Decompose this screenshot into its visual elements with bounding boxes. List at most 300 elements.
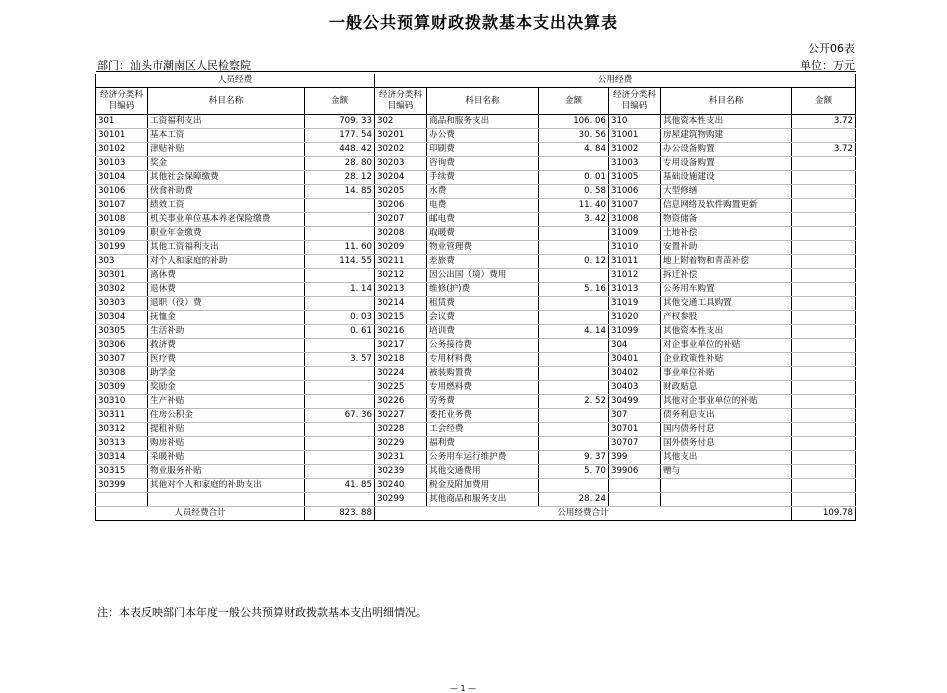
name-cell: 咨询费 (427, 157, 539, 171)
amount-cell (539, 409, 609, 423)
code-cell: 30101 (96, 129, 148, 143)
amount-cell: 0. 01 (539, 171, 609, 185)
code-header-3: 经济分类科目编码 (609, 88, 661, 115)
code-cell: 31008 (609, 213, 661, 227)
table-row (96, 241, 856, 255)
code-cell: 31001 (609, 129, 661, 143)
amount-cell: 30. 56 (539, 129, 609, 143)
amount-cell (792, 423, 856, 437)
name-cell: 公务用车运行维护费 (427, 451, 539, 465)
amount-cell: 5. 16 (539, 283, 609, 297)
code-cell: 31002 (609, 143, 661, 157)
amount-cell (305, 395, 375, 409)
table-row (96, 325, 856, 339)
name-cell: 采暖补贴 (148, 451, 305, 465)
amount-header-3: 金额 (792, 88, 856, 115)
amount-cell (539, 227, 609, 241)
code-cell: 30204 (375, 171, 427, 185)
name-cell: 奖金 (148, 157, 305, 171)
name-cell: 企业政策性补贴 (661, 353, 792, 367)
code-cell: 30307 (96, 353, 148, 367)
code-cell: 30207 (375, 213, 427, 227)
name-cell: 电费 (427, 199, 539, 213)
name-cell: 国外债务付息 (661, 437, 792, 451)
table-row (96, 479, 856, 493)
name-cell: 其他商品和服务支出 (427, 493, 539, 507)
code-cell: 31009 (609, 227, 661, 241)
amount-cell (305, 297, 375, 311)
amount-cell: 3. 42 (539, 213, 609, 227)
name-cell: 取暖费 (427, 227, 539, 241)
amount-cell (792, 367, 856, 381)
amount-cell (792, 297, 856, 311)
code-cell: 30229 (375, 437, 427, 451)
code-cell: 39906 (609, 465, 661, 479)
code-cell: 31012 (609, 269, 661, 283)
code-cell: 30403 (609, 381, 661, 395)
personnel-total-value: 823. 88 (305, 507, 375, 521)
amount-cell: 4. 84 (539, 143, 609, 157)
amount-cell (539, 353, 609, 367)
table-row (96, 227, 856, 241)
code-cell: 30102 (96, 143, 148, 157)
name-cell: 伙食补助费 (148, 185, 305, 199)
code-cell: 304 (609, 339, 661, 353)
name-cell: 税金及附加费用 (427, 479, 539, 493)
amount-cell: 0. 12 (539, 255, 609, 269)
code-cell: 30228 (375, 423, 427, 437)
name-cell: 地上附着物和青苗补偿 (661, 255, 792, 269)
amount-cell: 1. 14 (305, 283, 375, 297)
expenditure-table (95, 74, 856, 521)
code-cell: 30402 (609, 367, 661, 381)
code-cell: 30211 (375, 255, 427, 269)
code-cell: 30308 (96, 367, 148, 381)
amount-cell (539, 367, 609, 381)
amount-cell (539, 339, 609, 353)
name-cell: 住房公积金 (148, 409, 305, 423)
code-cell: 302 (375, 115, 427, 129)
amount-cell: 28. 12 (305, 171, 375, 185)
amount-cell: 0. 58 (539, 185, 609, 199)
code-cell: 30109 (96, 227, 148, 241)
name-cell: 其他社会保障缴费 (148, 171, 305, 185)
amount-cell (305, 367, 375, 381)
amount-cell (792, 283, 856, 297)
amount-cell (539, 437, 609, 451)
code-cell: 30209 (375, 241, 427, 255)
table-row (96, 311, 856, 325)
amount-cell: 9. 37 (539, 451, 609, 465)
amount-cell (539, 381, 609, 395)
table-row (96, 437, 856, 451)
amount-cell (792, 157, 856, 171)
code-cell: 30304 (96, 311, 148, 325)
code-cell: 31011 (609, 255, 661, 269)
amount-cell (792, 465, 856, 479)
name-cell: 其他对个人和家庭的补助支出 (148, 479, 305, 493)
amount-cell (792, 227, 856, 241)
name-cell: 其他资本性支出 (661, 115, 792, 129)
amount-cell: 709. 33 (305, 115, 375, 129)
name-cell: 物业服务补贴 (148, 465, 305, 479)
name-cell: 物业管理费 (427, 241, 539, 255)
table-row (96, 297, 856, 311)
amount-cell (305, 339, 375, 353)
table-row (96, 339, 856, 353)
amount-cell: 3. 57 (305, 353, 375, 367)
amount-cell (539, 479, 609, 493)
code-cell: 30225 (375, 381, 427, 395)
amount-cell (792, 241, 856, 255)
name-cell: 抚恤金 (148, 311, 305, 325)
amount-cell (305, 493, 375, 507)
amount-cell: 0. 03 (305, 311, 375, 325)
code-cell: 30305 (96, 325, 148, 339)
table-row (96, 465, 856, 479)
name-cell (148, 493, 305, 507)
name-cell: 职业年金缴费 (148, 227, 305, 241)
amount-cell (539, 297, 609, 311)
code-cell: 31007 (609, 199, 661, 213)
amount-cell (539, 241, 609, 255)
name-cell: 培训费 (427, 325, 539, 339)
name-cell: 安置补助 (661, 241, 792, 255)
page-number: — 1 — (450, 684, 477, 693)
name-cell: 信息网络及软件购置更新 (661, 199, 792, 213)
code-cell: 310 (609, 115, 661, 129)
amount-header-1: 金额 (305, 88, 375, 115)
amount-cell (792, 339, 856, 353)
public-header: 公用经费 (375, 74, 856, 88)
code-cell: 30499 (609, 395, 661, 409)
amount-cell (305, 465, 375, 479)
name-cell: 物资储备 (661, 213, 792, 227)
page-title: 一般公共预算财政拨款基本支出决算表 (328, 13, 618, 32)
amount-cell (792, 171, 856, 185)
amount-cell (305, 423, 375, 437)
amount-cell (792, 185, 856, 199)
code-cell: 30306 (96, 339, 148, 353)
code-cell: 30310 (96, 395, 148, 409)
code-cell: 30206 (375, 199, 427, 213)
code-cell: 30309 (96, 381, 148, 395)
code-cell: 399 (609, 451, 661, 465)
code-cell: 30240 (375, 479, 427, 493)
name-cell: 公务接待费 (427, 339, 539, 353)
table-row (96, 213, 856, 227)
code-cell: 31013 (609, 283, 661, 297)
amount-cell (792, 451, 856, 465)
table-code: 公开06表 (808, 42, 855, 55)
department-label: 部门：汕头市潮南区人民检察院 (97, 59, 251, 72)
amount-cell: 2. 52 (539, 395, 609, 409)
name-cell: 助学金 (148, 367, 305, 381)
amount-cell (792, 311, 856, 325)
code-cell: 30707 (609, 437, 661, 451)
name-cell: 机关事业单位基本养老保险缴费 (148, 213, 305, 227)
code-cell: 307 (609, 409, 661, 423)
name-cell: 其他对企事业单位的补贴 (661, 395, 792, 409)
code-cell: 30108 (96, 213, 148, 227)
name-cell: 公务用车购置 (661, 283, 792, 297)
name-header-2: 科目名称 (427, 88, 539, 115)
table-row (96, 409, 856, 423)
name-cell: 印刷费 (427, 143, 539, 157)
name-cell (661, 479, 792, 493)
code-cell: 30224 (375, 367, 427, 381)
public-total-value: 109.78 (792, 507, 856, 521)
table-row (96, 381, 856, 395)
table-row (96, 255, 856, 269)
code-header-2: 经济分类科目编码 (375, 88, 427, 115)
table-row (96, 269, 856, 283)
table-row (96, 199, 856, 213)
personnel-total-label: 人员经费合计 (96, 507, 305, 521)
code-cell (96, 493, 148, 507)
code-header-1: 经济分类科目编码 (96, 88, 148, 115)
name-cell: 基本工资 (148, 129, 305, 143)
name-cell: 奖励金 (148, 381, 305, 395)
code-cell: 30106 (96, 185, 148, 199)
amount-cell: 67. 36 (305, 409, 375, 423)
code-cell: 30227 (375, 409, 427, 423)
table-row (96, 185, 856, 199)
code-cell: 31010 (609, 241, 661, 255)
public-total-label: 公用经费合计 (375, 507, 792, 521)
amount-cell: 11. 40 (539, 199, 609, 213)
amount-cell (305, 381, 375, 395)
code-cell: 30215 (375, 311, 427, 325)
name-cell: 手续费 (427, 171, 539, 185)
amount-header-2: 金额 (539, 88, 609, 115)
name-cell: 津贴补贴 (148, 143, 305, 157)
amount-cell: 28. 80 (305, 157, 375, 171)
amount-cell (792, 395, 856, 409)
amount-cell (305, 269, 375, 283)
code-cell: 31005 (609, 171, 661, 185)
code-cell (609, 493, 661, 507)
name-cell: 租赁费 (427, 297, 539, 311)
code-cell: 30218 (375, 353, 427, 367)
name-cell: 差旅费 (427, 255, 539, 269)
name-cell: 邮电费 (427, 213, 539, 227)
code-cell: 30239 (375, 465, 427, 479)
amount-cell (792, 437, 856, 451)
amount-cell: 41. 85 (305, 479, 375, 493)
amount-cell (792, 493, 856, 507)
amount-cell: 106. 06 (539, 115, 609, 129)
footnote: 注：本表反映部门本年度一般公共预算财政拨款基本支出明细情况。 (97, 606, 427, 619)
name-cell: 劳务费 (427, 395, 539, 409)
name-cell: 绩效工资 (148, 199, 305, 213)
code-cell: 30199 (96, 241, 148, 255)
name-cell: 其他交通工具购置 (661, 297, 792, 311)
name-cell: 基础设施建设 (661, 171, 792, 185)
name-cell: 因公出国（境）费用 (427, 269, 539, 283)
code-cell: 30205 (375, 185, 427, 199)
amount-cell: 4. 14 (539, 325, 609, 339)
name-cell: 土地补偿 (661, 227, 792, 241)
amount-cell: 11. 60 (305, 241, 375, 255)
code-cell: 31099 (609, 325, 661, 339)
amount-cell (792, 199, 856, 213)
name-cell: 专用燃料费 (427, 381, 539, 395)
name-cell: 福利费 (427, 437, 539, 451)
totals-row (96, 507, 856, 521)
name-cell (661, 493, 792, 507)
amount-cell (792, 479, 856, 493)
name-cell: 水费 (427, 185, 539, 199)
code-cell: 30313 (96, 437, 148, 451)
table-row (96, 115, 856, 129)
name-cell: 医疗费 (148, 353, 305, 367)
name-cell: 其他交通费用 (427, 465, 539, 479)
name-cell: 工资福利支出 (148, 115, 305, 129)
code-cell: 30314 (96, 451, 148, 465)
amount-cell: 5. 70 (539, 465, 609, 479)
name-header-3: 科目名称 (661, 88, 792, 115)
table-row (96, 493, 856, 507)
amount-cell: 0. 61 (305, 325, 375, 339)
code-cell: 30107 (96, 199, 148, 213)
amount-cell (539, 423, 609, 437)
name-cell: 救济费 (148, 339, 305, 353)
amount-cell (539, 311, 609, 325)
name-cell: 对个人和家庭的补助 (148, 255, 305, 269)
table-row (96, 423, 856, 437)
name-cell: 委托业务费 (427, 409, 539, 423)
name-cell: 对企事业单位的补贴 (661, 339, 792, 353)
amount-cell (792, 409, 856, 423)
name-cell: 房屋建筑物购建 (661, 129, 792, 143)
name-cell: 退休费 (148, 283, 305, 297)
amount-cell: 14. 85 (305, 185, 375, 199)
amount-cell (539, 269, 609, 283)
name-cell: 专用材料费 (427, 353, 539, 367)
code-cell: 30231 (375, 451, 427, 465)
table-row (96, 395, 856, 409)
amount-cell (305, 199, 375, 213)
name-cell: 债务利息支出 (661, 409, 792, 423)
name-cell: 其他工资福利支出 (148, 241, 305, 255)
name-cell: 办公费 (427, 129, 539, 143)
table-row (96, 367, 856, 381)
code-cell: 30214 (375, 297, 427, 311)
code-cell: 30299 (375, 493, 427, 507)
name-cell: 工会经费 (427, 423, 539, 437)
code-cell (609, 479, 661, 493)
amount-cell (305, 227, 375, 241)
code-cell: 30399 (96, 479, 148, 493)
name-cell: 生产补贴 (148, 395, 305, 409)
code-cell: 30212 (375, 269, 427, 283)
amount-cell (792, 381, 856, 395)
table-row (96, 129, 856, 143)
code-cell: 30103 (96, 157, 148, 171)
table-row (96, 353, 856, 367)
amount-cell (792, 255, 856, 269)
code-cell: 30203 (375, 157, 427, 171)
amount-cell (792, 269, 856, 283)
name-cell: 大型修缮 (661, 185, 792, 199)
code-cell: 30201 (375, 129, 427, 143)
code-cell: 30401 (609, 353, 661, 367)
name-cell: 退职（役）费 (148, 297, 305, 311)
table-row (96, 157, 856, 171)
name-cell: 提租补贴 (148, 423, 305, 437)
name-cell: 产权参股 (661, 311, 792, 325)
name-cell: 其他支出 (661, 451, 792, 465)
code-cell: 30202 (375, 143, 427, 157)
amount-cell: 28. 24 (539, 493, 609, 507)
amount-cell (792, 353, 856, 367)
table-row (96, 451, 856, 465)
code-cell: 30303 (96, 297, 148, 311)
code-cell: 31003 (609, 157, 661, 171)
code-cell: 303 (96, 255, 148, 269)
name-cell: 维修(护)费 (427, 283, 539, 297)
code-cell: 30312 (96, 423, 148, 437)
amount-cell (792, 325, 856, 339)
amount-cell (792, 213, 856, 227)
table-row (96, 171, 856, 185)
code-cell: 30208 (375, 227, 427, 241)
amount-cell (305, 213, 375, 227)
name-cell: 被装购置费 (427, 367, 539, 381)
code-cell: 31020 (609, 311, 661, 325)
amount-cell: 448. 42 (305, 143, 375, 157)
code-cell: 31006 (609, 185, 661, 199)
header-underline (96, 71, 856, 72)
code-cell: 30701 (609, 423, 661, 437)
code-cell: 30216 (375, 325, 427, 339)
unit-label: 单位：万元 (800, 59, 855, 72)
name-cell: 拆迁补偿 (661, 269, 792, 283)
amount-cell: 3.72 (792, 115, 856, 129)
code-cell: 30104 (96, 171, 148, 185)
code-cell: 301 (96, 115, 148, 129)
name-cell: 生活补助 (148, 325, 305, 339)
name-cell: 离休费 (148, 269, 305, 283)
code-cell: 30213 (375, 283, 427, 297)
name-cell: 专用设备购置 (661, 157, 792, 171)
amount-cell (305, 451, 375, 465)
amount-cell: 177. 54 (305, 129, 375, 143)
name-header-1: 科目名称 (148, 88, 305, 115)
code-cell: 30226 (375, 395, 427, 409)
name-cell: 赠与 (661, 465, 792, 479)
code-cell: 30217 (375, 339, 427, 353)
name-cell: 办公设备购置 (661, 143, 792, 157)
code-cell: 31019 (609, 297, 661, 311)
name-cell: 购房补贴 (148, 437, 305, 451)
code-cell: 30311 (96, 409, 148, 423)
name-cell: 会议费 (427, 311, 539, 325)
amount-cell: 114. 55 (305, 255, 375, 269)
code-cell: 30301 (96, 269, 148, 283)
amount-cell: 3.72 (792, 143, 856, 157)
table-row (96, 283, 856, 297)
code-cell: 30302 (96, 283, 148, 297)
name-cell: 商品和服务支出 (427, 115, 539, 129)
name-cell: 国内债务付息 (661, 423, 792, 437)
personnel-header: 人员经费 (96, 74, 375, 88)
name-cell: 其他资本性支出 (661, 325, 792, 339)
amount-cell (792, 129, 856, 143)
amount-cell (305, 437, 375, 451)
table-row (96, 143, 856, 157)
